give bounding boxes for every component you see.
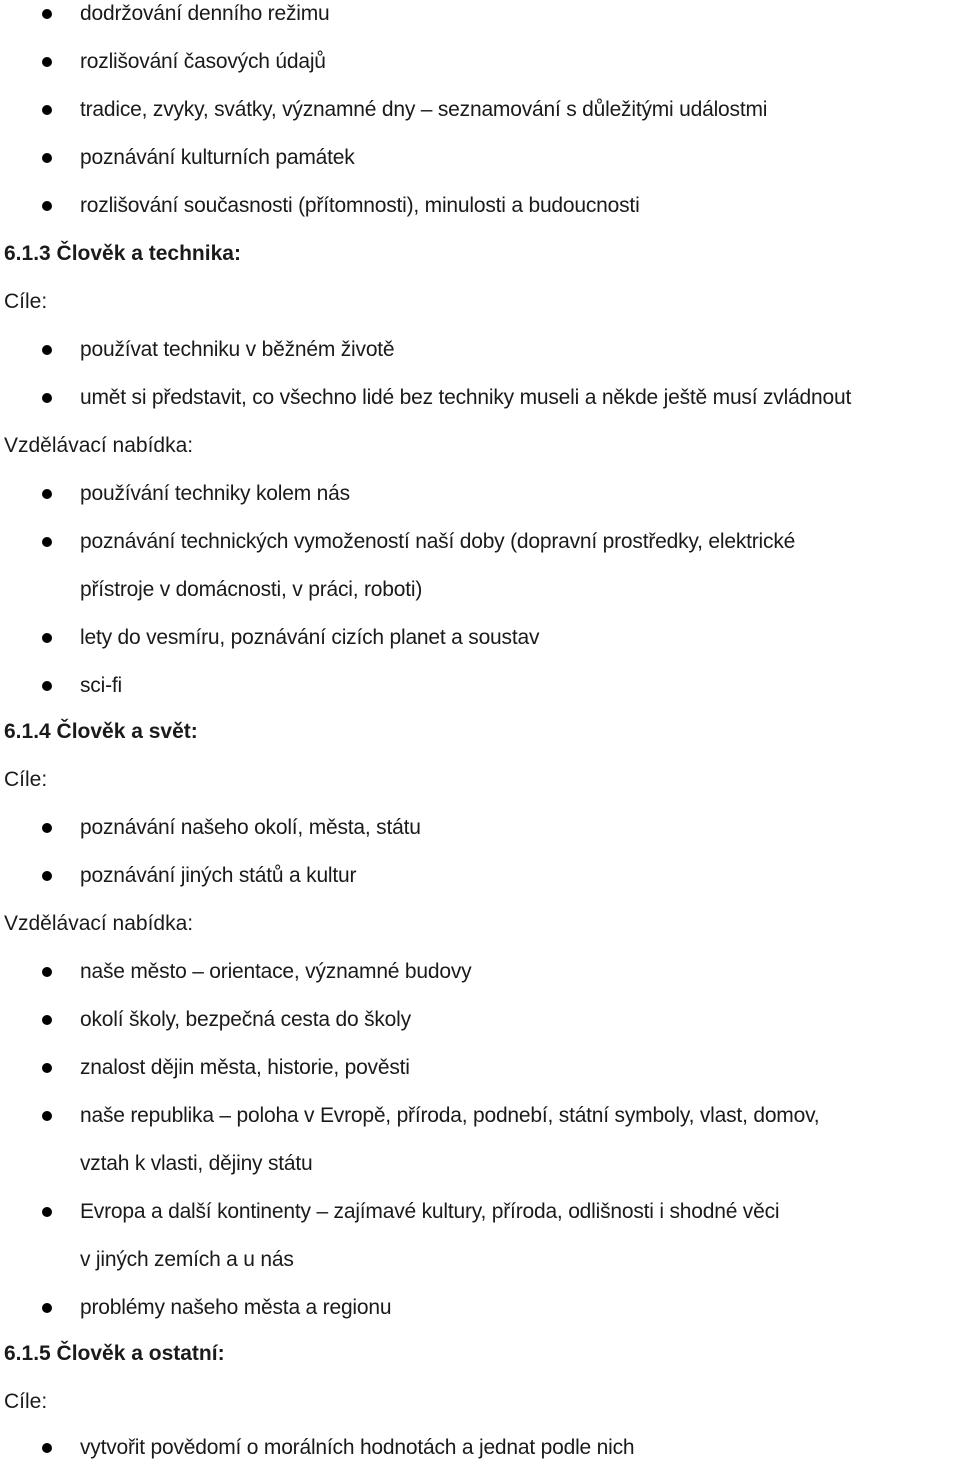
bullet-icon <box>42 967 52 977</box>
bullet-icon <box>42 1303 52 1313</box>
bullet-icon <box>42 823 52 833</box>
bullet-icon <box>42 393 52 403</box>
bullet-icon <box>42 633 52 643</box>
bullet-icon <box>42 105 52 115</box>
bullet-icon <box>42 1111 52 1121</box>
bullet-icon <box>42 1207 52 1217</box>
bullet-icon <box>42 681 52 691</box>
bullet-icon <box>42 201 52 211</box>
bullet-icon <box>42 489 52 499</box>
bullet-icon <box>42 153 52 163</box>
bullet-icon <box>42 345 52 355</box>
bullet-icon <box>42 1015 52 1025</box>
bullet-icon <box>42 9 52 19</box>
bullet-icon <box>42 871 52 881</box>
bullet-icon <box>42 1443 52 1453</box>
bullet-icon <box>42 57 52 67</box>
bullet-icon <box>42 537 52 547</box>
bullet-icon <box>42 1063 52 1073</box>
document-page: dodržování denního režimu rozlišování časových údajů tradice, zvyky, svátky, významné dny – seznamování s důležitými událostmi poznávání kulturních památek rozlišování současnosti (přítomnosti), minulosti a budoucnosti 6.1.3 Člověk a technika: Cíle: používat techniku v běžném životě umět si představit, co všechno lidé bez techniky museli a někde ještě musí zvládnout Vzdělávací nabídka: používání techniky kolem nás poznávání technických vymožeností naší doby (dopravní prostředky, elektrické přístroje v domácnosti, v práci, roboti) lety do vesmíru, poznávání cizích planet a soustav sci-fi 6.1.4 Člověk a svět: Cíle: poznávání našeho okolí, města, státu poznávání jiných států a kultur Vzdělávací nabídka: naše město – orientace, významné budovy okolí školy, bezpečná cesta do školy znalost dějin města, historie, pověsti naše republika – poloha v Evropě, příroda, podnebí, státní symboly, vlast, domov, vztah k vlasti, dějiny státu Evropa a další kontinenty – zajímavé kultury, příroda, odlišnosti i shodné věci v jiných zemích a u nás problémy našeho města a regionu 6.1.5 Člověk a ostatní: Cíle: vytvořit povědomí o morálních hodnotách a jednat podle nich <box>4 2 852 1459</box>
